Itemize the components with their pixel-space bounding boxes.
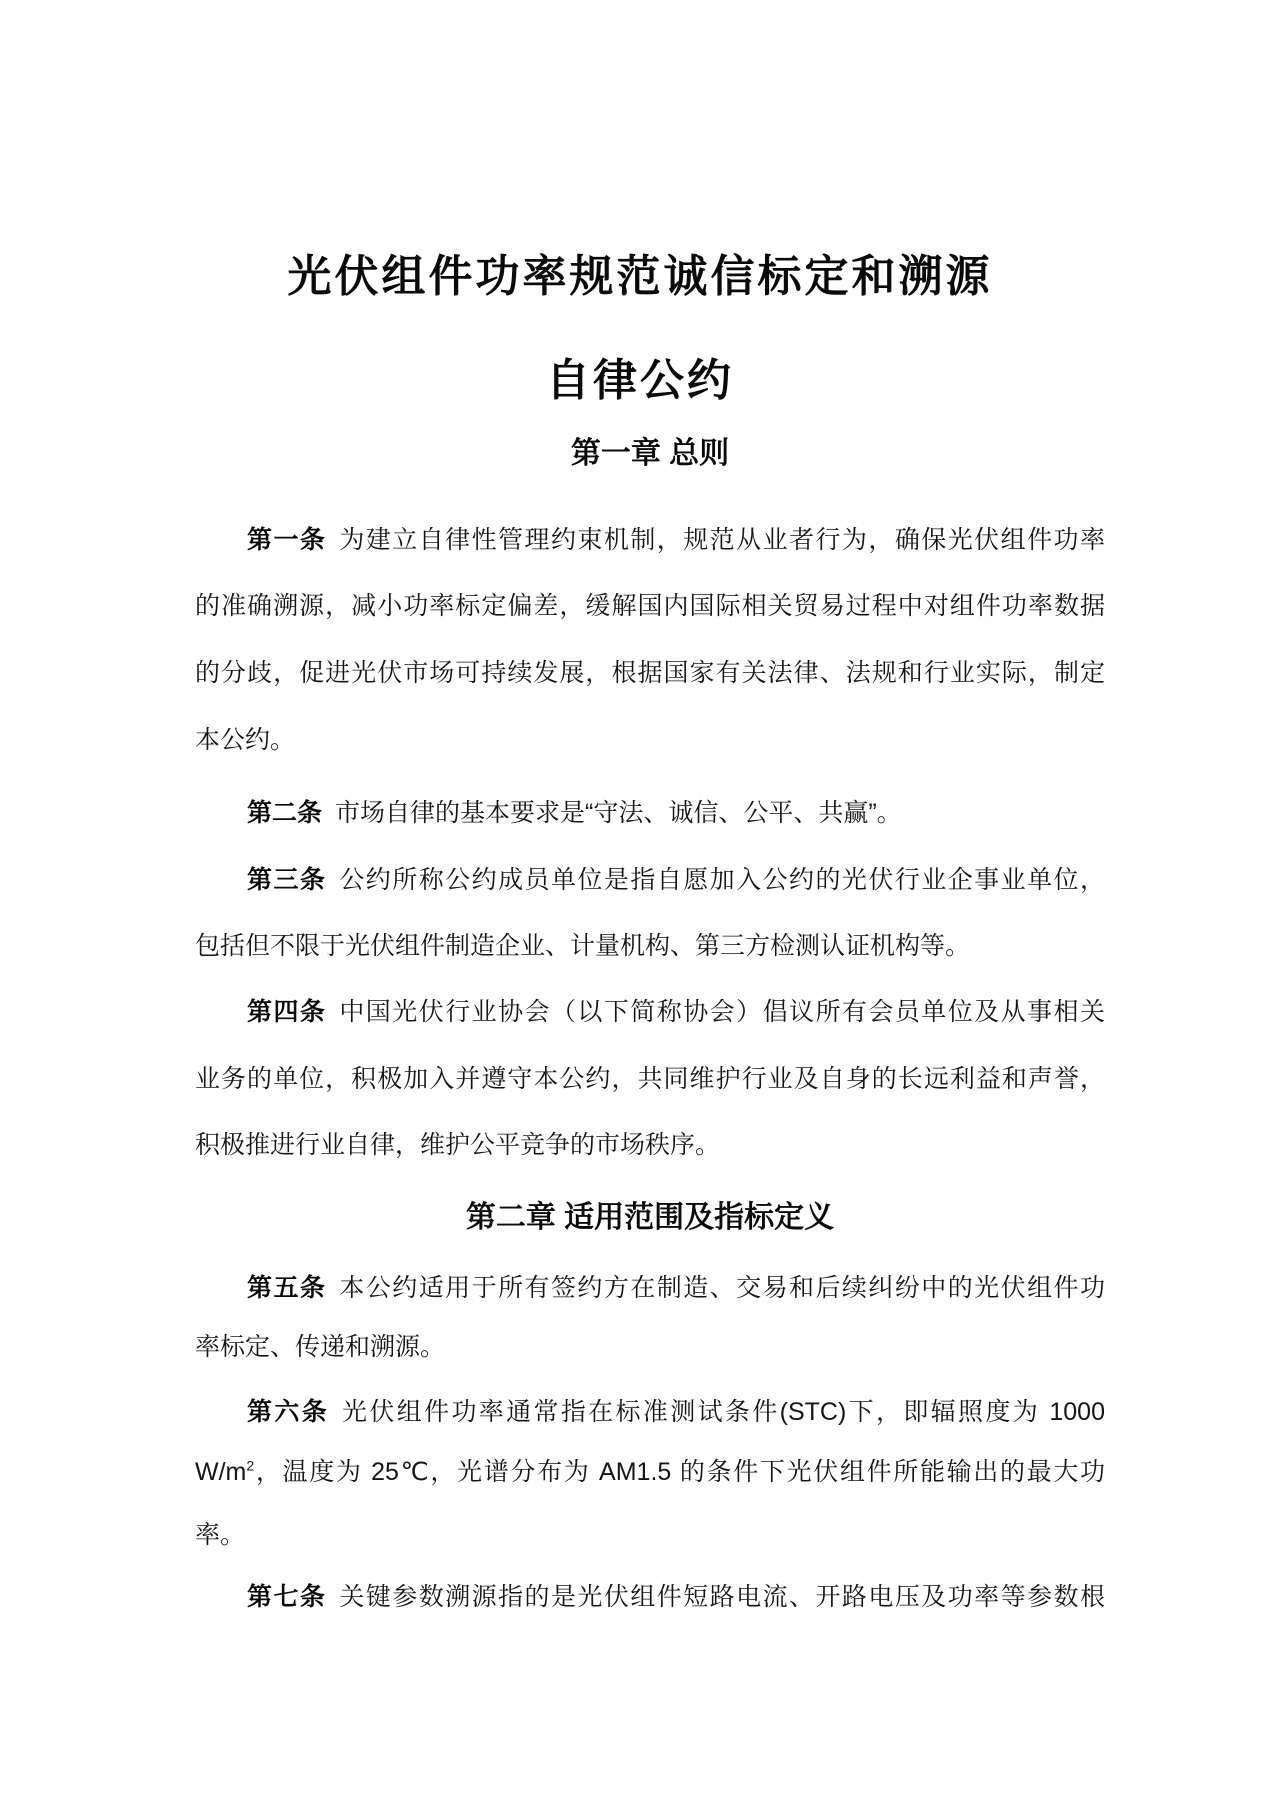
- doc-line-article-2: [195, 796, 1105, 830]
- article-number: 第一条: [247, 526, 327, 554]
- superscript-2: 2: [246, 1457, 255, 1474]
- line-text: 包括但不限于光伏组件制造企业、计量机构、第三方检测认证机构等。: [195, 932, 971, 960]
- line-text: 关键参数溯源指的是光伏组件短路电流、开路电压及功率等参数根: [339, 1583, 1105, 1611]
- doc-line-article-7: [195, 1580, 1105, 1614]
- line-text: W/m: [195, 1458, 247, 1486]
- doc-line-article-4: [195, 995, 1105, 1029]
- line-text: 本公约。: [195, 726, 296, 754]
- line-text: 业务的单位，积极加入并遵守本公约，共同维护行业及自身的长远利益和声誉，: [195, 1065, 1105, 1093]
- doc-line: [195, 723, 1105, 757]
- doc-title-line-2: 自律公约: [546, 356, 734, 405]
- line-text: 公约所称公约成员单位是指自愿加入公约的光伏行业企事业单位，: [339, 866, 1105, 894]
- doc-title-line-1: 光伏组件功率规范诚信标定和溯源: [287, 252, 993, 301]
- article-number: 第五条: [247, 1274, 327, 1302]
- doc-line-article-5: [195, 1271, 1105, 1305]
- doc-line-article-6: [195, 1395, 1105, 1429]
- doc-line-article-3: [195, 863, 1105, 897]
- doc-line: [195, 1062, 1105, 1096]
- article-number: 第三条: [247, 866, 327, 894]
- article-number: 第七条: [247, 1583, 327, 1611]
- doc-line: [195, 1330, 1105, 1364]
- line-text: 率。: [195, 1521, 246, 1549]
- line-text: 市场自律的基本要求是“守法、诚信、公平、共赢”。: [335, 799, 902, 827]
- article-number: 第二条: [247, 799, 323, 827]
- doc-line: [195, 589, 1105, 623]
- line-text: 中国光伏行业协会（以下简称协会）倡议所有会员单位及从事相关: [339, 998, 1105, 1026]
- line-text: 为建立自律性管理约束机制，规范从业者行为，确保光伏组件功率: [339, 526, 1105, 554]
- line-text: 的准确溯源，减小功率标定偏差，缓解国内国际相关贸易过程中对组件功率数据: [195, 592, 1105, 620]
- line-text: 光伏组件功率通常指在标准测试条件(STC)下，即辐照度为 1000: [342, 1398, 1105, 1426]
- article-number: 第四条: [247, 998, 327, 1026]
- doc-line: [195, 1128, 1105, 1162]
- article-number: 第六条: [247, 1398, 330, 1426]
- doc-line: [195, 929, 1105, 963]
- doc-line-article-1: [195, 523, 1105, 557]
- chapter-2-heading: 第二章 适用范围及指标定义: [465, 1201, 835, 1234]
- doc-line: [195, 1518, 1105, 1552]
- line-text: 本公约适用于所有签约方在制造、交易和后续纠纷中的光伏组件功: [339, 1274, 1105, 1302]
- doc-line: [195, 1455, 1105, 1489]
- line-text: ，温度为 25℃，光谱分布为 AM1.5 的条件下光伏组件所能输出的最大功: [254, 1458, 1105, 1486]
- line-text: 率标定、传递和溯源。: [195, 1333, 446, 1361]
- line-text: 的分歧，促进光伏市场可持续发展，根据国家有关法律、法规和行业实际，制定: [195, 659, 1105, 687]
- line-text: 积极推进行业自律，维护公平竞争的市场秩序。: [195, 1131, 721, 1159]
- chapter-1-heading: 第一章 总则: [570, 437, 730, 470]
- doc-line: [195, 656, 1105, 690]
